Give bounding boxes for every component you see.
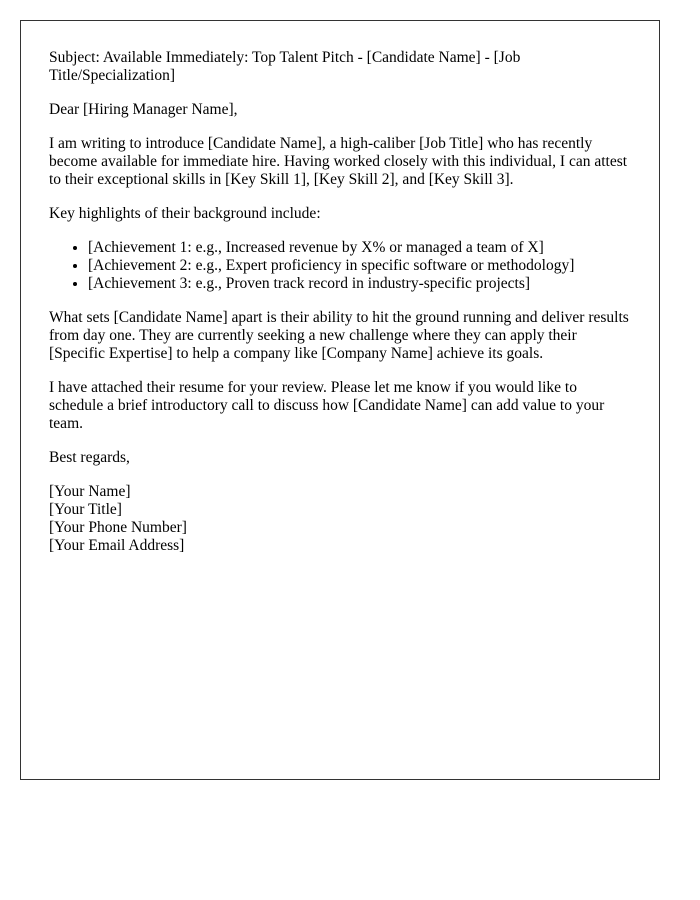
signature-title: [Your Title] (49, 501, 122, 518)
list-item: • [Achievement 2: e.g., Expert proficiency in specific software or methodology] (88, 257, 631, 275)
highlights-intro: Key highlights of their background include: (49, 205, 321, 222)
signoff: Best regards, (49, 449, 130, 466)
list-item: • [Achievement 1: e.g., Increased revenue by X% or managed a team of X] (88, 239, 631, 257)
intro-paragraph: I am writing to introduce [Candidate Name], a high-caliber [Job Title] who has recently become available for immediate hire. Having worked closely with this individual, I can attest to their exceptional skills in [Key Skill 1], [Key Skill 2], and [Key Skill 3]. (49, 135, 628, 188)
highlights-list (49, 239, 631, 293)
letter-document (20, 20, 660, 780)
signature-name: [Your Name] (49, 483, 131, 500)
signature-email: [Your Email Address] (49, 537, 185, 554)
closing-paragraph: I have attached their resume for your review. Please let me know if you would like to schedule a brief introductory call to discuss how [Candidate Name] can add value to your team. (49, 379, 605, 432)
salutation: Dear [Hiring Manager Name], (49, 101, 238, 118)
list-item: • [Achievement 3: e.g., Proven track record in industry-specific projects] (88, 275, 631, 293)
subject-line: Subject: Available Immediately: Top Talent Pitch - [Candidate Name] - [Job Title/Specialization] (49, 49, 521, 84)
signature-block (49, 483, 631, 555)
value-paragraph: What sets [Candidate Name] apart is their ability to hit the ground running and deliver results from day one. They are currently seeking a new challenge where they can apply their [Specific Expertise] to help a company like [Company Name] achieve its goals. (49, 309, 629, 362)
signature-phone: [Your Phone Number] (49, 519, 187, 536)
